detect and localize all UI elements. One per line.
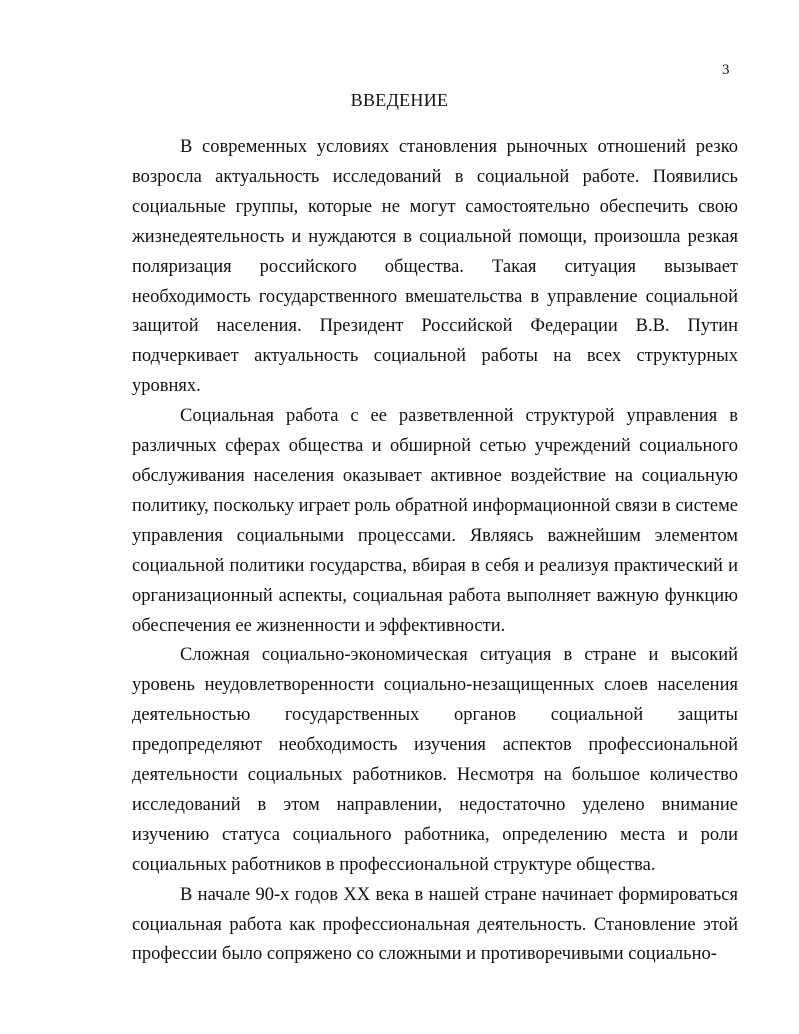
page-number: 3 <box>722 62 730 78</box>
section-title: ВВЕДЕНИЕ <box>350 90 449 110</box>
body-text <box>132 133 738 970</box>
paragraph-2: Социальная работа с ее разветвленной структурой управления в различных сферах общества и обширной сетью учреждений социального обслуживания населения оказывает активное воздействие на социальную политику, поскольку играет роль обратной информационной связи в системе управления социальными процессами. Являясь важнейшим элементом социальной политики государства, вбирая в себя и реализуя практический и организационный аспекты, социальная работа выполняет важную функцию обеспечения ее жизненности и эффективности. <box>132 406 738 636</box>
paragraph-4: В начале 90-х годов XX века в нашей стране начинает формироваться социальная работа как профессиональная деятельность. Становление этой профессии было сопряжено со сложными и противоречивыми социально- <box>132 884 738 965</box>
paragraph-1: В современных условиях становления рыночных отношений резко возросла актуальность исследований в социальной работе. Появились социальные группы, которые не могут самостоятельно обеспечить свою жизнедеятельность и нуждаются в социальной помощи, произошла резкая поляризация российского общества. Такая ситуация вызывает необходимость государственного вмешательства в управление социальной защитой населения. Президент Российской Федерации В.В. Путин подчеркивает актуальность социальной работы на всех структурных уровнях. <box>132 137 738 397</box>
paragraph-3: Сложная социально-экономическая ситуация в стране и высокий уровень неудовлетворенности социально-незащищенных слоев населения деятельностью государственных органов социальной защиты предопределяют необходимость изучения аспектов профессиональной деятельности социальных работников. Несмотря на большое количество исследований в этом направлении, недостаточно уделено внимание изучению статуса социального работника, определению места и роли социальных работников в профессиональной структуре общества. <box>132 645 738 875</box>
